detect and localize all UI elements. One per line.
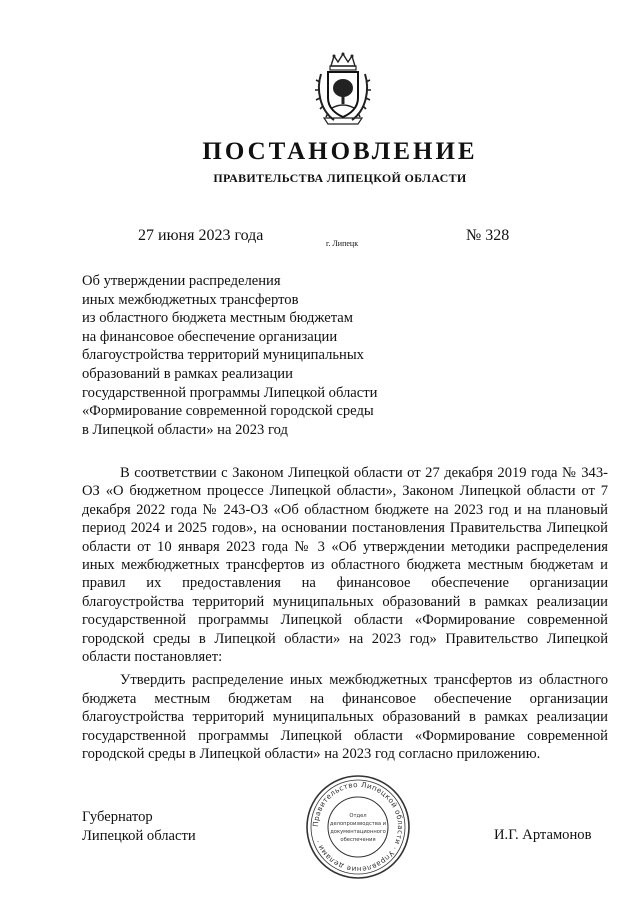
stamp-center-line: обеспечения [340,837,376,843]
signatory-name: И.Г. Артамонов [494,827,592,843]
coat-of-arms-icon [314,52,372,126]
stamp-center-line: документационного [330,829,386,835]
subject-line: на финансовое обеспечение организации [82,328,338,345]
document-date: 27 июня 2023 года [138,227,264,244]
document-city: г. Липецк [326,239,359,248]
subject-line: «Формирование современной городской среды [82,403,374,420]
signatory-title-line: Губернатор [82,809,153,825]
document-subject [82,272,402,439]
subject-line: государственной программы Липецкой области [82,384,378,401]
signatory-title [82,808,196,845]
subject-line: благоустройства территорий муниципальных [82,347,364,364]
official-stamp [304,773,412,881]
subject-line: из областного бюджета местным бюджетам [82,310,354,327]
body-paragraph: В соответствии с Законом Липецкой области от 27 декабря 2019 года № 343-ОЗ «О бюджетном процессе Липецкой области», Законом Липецкой области от 7 декабря 2022 года № 243-ОЗ «Об областном бюджете на 2023 год и на плановый период 2024 и 2025 годов», на основании постановления Правительства Липецкой области от 10 января 2023 года № 3 «Об утверждении методики распределения иных межбюджетных трансфертов из областного бюджета местным бюджетам и правил их предоставления на финансовое обеспечение организации благоустройства территорий муниципальных образований в рамках реализации государственной программы Липецкой области «Формирование современной городской среды в Липецкой области» на 2023 год» Правительство Липецкой области постановляет: [82,465,608,666]
subject-line: образований в рамках реализации [82,365,293,382]
body-paragraph: Утвердить распределение иных межбюджетных трансфертов из областного бюджета местным бюджетам на финансовое обеспечение организации благоустройства территорий муниципальных образований в рамках реализации государственной программы Липецкой области «Формирование современной городской среды в Липецкой области» на 2023 год согласно приложению. [82,672,608,763]
stamp-ring-text: Правительство Липецкой области · Управление делами · [310,779,406,875]
document-number: № 328 [466,227,510,244]
signatory-title-line: Липецкой области [82,827,196,844]
document-body [82,464,608,764]
issuer-heading: ПРАВИТЕЛЬСТВА ЛИПЕЦКОЙ ОБЛАСТИ [213,171,467,185]
stamp-center-line: Отдел [349,813,367,819]
subject-line: Об утверждении распределения [82,273,281,289]
subject-line: иных межбюджетных трансфертов [82,291,299,308]
stamp-center-line: делопроизводства и [329,821,387,827]
subject-line: в Липецкой области» на 2023 год [82,421,288,438]
document-type-heading: ПОСТАНОВЛЕНИЕ [202,138,478,165]
